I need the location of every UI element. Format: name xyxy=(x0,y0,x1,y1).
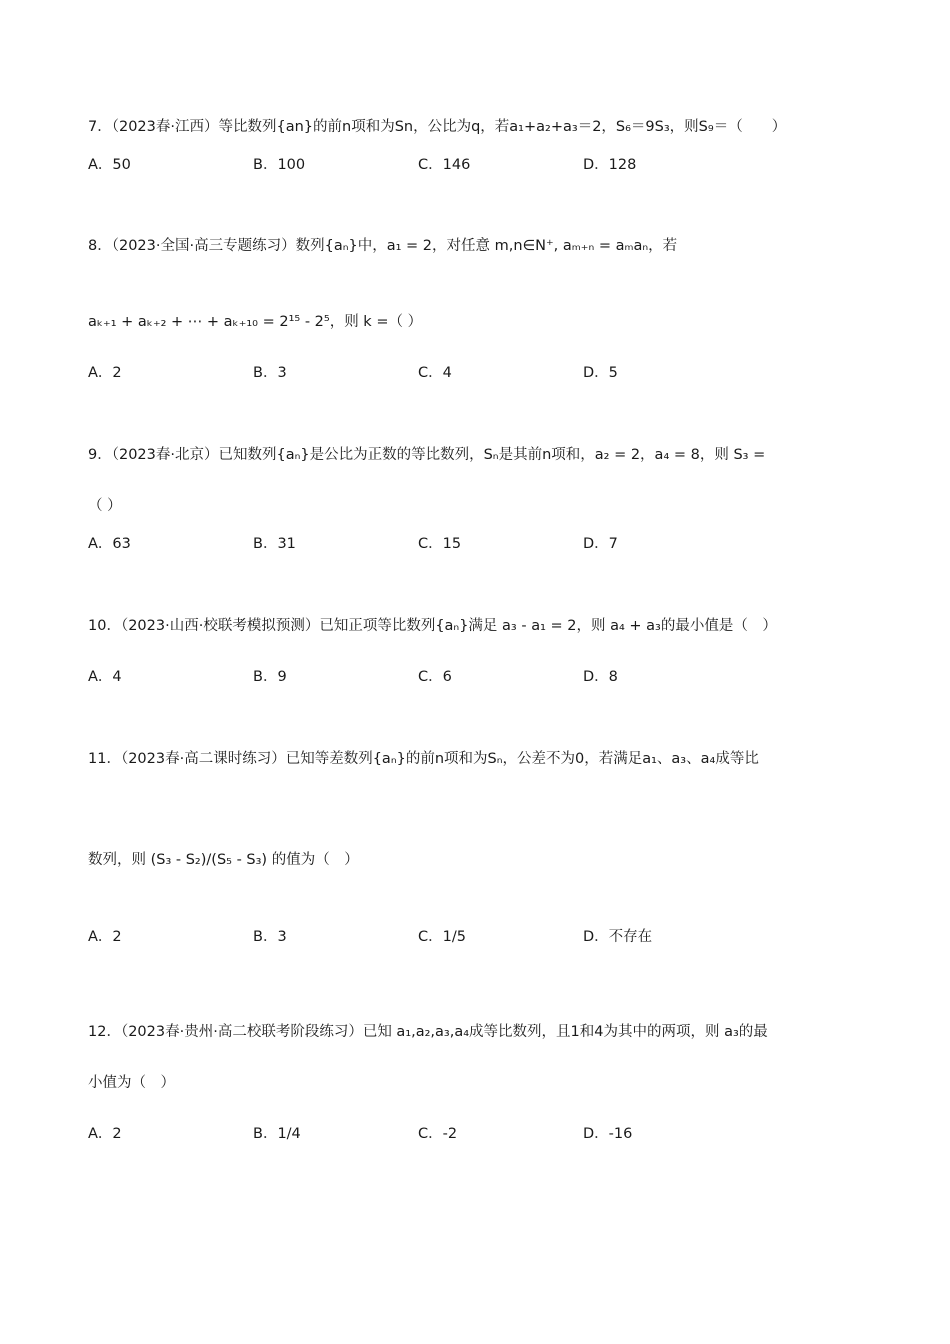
q10-option-b[interactable]: B．9 xyxy=(253,669,287,685)
question-12-options xyxy=(88,1122,878,1144)
q10-option-c[interactable]: C．6 xyxy=(418,669,452,685)
q11-option-b[interactable]: B．3 xyxy=(253,929,287,945)
question-12-stem-line2: 小值为（ ） xyxy=(88,1075,175,1091)
q11-option-d[interactable]: D．不存在 xyxy=(583,929,653,945)
question-11-options xyxy=(88,925,878,947)
q9-option-c[interactable]: C．15 xyxy=(418,536,462,552)
question-8-options xyxy=(88,361,878,383)
q8-option-a[interactable]: A．2 xyxy=(88,365,122,381)
q10-option-d[interactable]: D．8 xyxy=(583,669,618,685)
q7-option-a[interactable]: A．50 xyxy=(88,157,131,173)
q12-option-a[interactable]: A．2 xyxy=(88,1126,122,1142)
q8-option-b[interactable]: B．3 xyxy=(253,365,287,381)
q9-option-a[interactable]: A．63 xyxy=(88,536,131,552)
question-8-stem-line1: 8．（2023·全国·高三专题练习）数列{aₙ}中，a₁ = 2，对任意 m,n∈N⁺, aₘ₊ₙ = aₘaₙ，若 xyxy=(88,238,678,254)
q9-option-b[interactable]: B．31 xyxy=(253,536,296,552)
q7-option-b[interactable]: B．100 xyxy=(253,157,306,173)
question-10-options xyxy=(88,665,878,687)
question-7-options xyxy=(88,153,878,175)
question-9-options xyxy=(88,532,878,554)
q11-option-a[interactable]: A．2 xyxy=(88,929,122,945)
question-11-stem-line2: 数列，则 (S₃ - S₂)/(S₅ - S₃) 的值为（ ） xyxy=(88,852,359,868)
question-9-stem-line1: 9．（2023春·北京）已知数列{aₙ}是公比为正数的等比数列，Sₙ是其前n项和，a₂ = 2，a₄ = 8，则 S₃ = xyxy=(88,447,766,463)
question-10-stem: 10．（2023·山西·校联考模拟预测）已知正项等比数列{aₙ}满足 a₃ - a₁ = 2，则 a₄ + a₃的最小值是（ ） xyxy=(88,618,777,634)
q10-option-a[interactable]: A．4 xyxy=(88,669,122,685)
question-12-stem-line1: 12．（2023春·贵州·高二校联考阶段练习）已知 a₁,a₂,a₃,a₄成等比数列，且1和4为其中的两项，则 a₃的最 xyxy=(88,1024,768,1040)
question-11-stem-line1: 11．（2023春·高二课时练习）已知等差数列{aₙ}的前n项和为Sₙ，公差不为0，若满足a₁、a₃、a₄成等比 xyxy=(88,751,759,767)
q8-option-d[interactable]: D．5 xyxy=(583,365,618,381)
q8-option-c[interactable]: C．4 xyxy=(418,365,452,381)
q12-option-c[interactable]: C．-2 xyxy=(418,1126,458,1142)
question-9-stem-line2: （ ） xyxy=(88,498,122,514)
q12-option-b[interactable]: B．1/4 xyxy=(253,1126,301,1142)
q11-option-c[interactable]: C．1/5 xyxy=(418,929,466,945)
q9-option-d[interactable]: D．7 xyxy=(583,536,618,552)
q12-option-d[interactable]: D．-16 xyxy=(583,1126,633,1142)
question-8-stem-line2: aₖ₊₁ + aₖ₊₂ + ⋯ + aₖ₊₁₀ = 2¹⁵ - 2⁵，则 k =（ ） xyxy=(88,314,423,330)
question-7-stem: 7．（2023春·江西）等比数列{an}的前n项和为Sn，公比为q，若a₁+a₂+a₃＝2，S₆＝9S₃，则S₉＝（ ） xyxy=(88,119,787,135)
q7-option-c[interactable]: C．146 xyxy=(418,157,471,173)
q7-option-d[interactable]: D．128 xyxy=(583,157,637,173)
